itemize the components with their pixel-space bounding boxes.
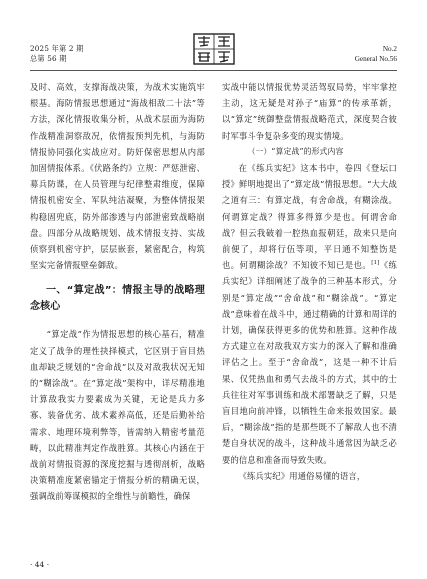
page-number: · 44 · [30, 560, 50, 569]
body-paragraph: 及时、高效，支撑海战决策，为战术实施筑牢根基。海防情报思想通过“海战相敌二十法”等方法，深化情报收集分析，从战术层面为海防作战精准洞察敌况，依情报预判先机，与海防情报协同强化实战应对。防奸保密思想从内部加固情报体系。《伏路条约》立规：严惩泄密、募兵防谍，在人员管理与纪律整肃维度，保障情报机密安全、军队纯洁凝聚，为整体情报架构稳固兜底，防外部渗透与内部泄密致战略崩盘。四部分从战略规划、战术情报支持、实战侦察到机密守护，层层嵌套，紧密配合，构筑坚实完备情报壁垒御敌。 [30, 82, 205, 271]
citation-marker: [1] [371, 260, 380, 267]
subsection-heading: （一）“算定战”的形式内容 [247, 146, 344, 156]
total-issue-cn: 总第 56 期 [30, 54, 67, 63]
paragraph-text: 《练兵实纪》详细阐述了战争的三种基本形式，分别是“算定战”“舍命战”和“糊涂战”。“算定战”意味着在战斗中，通过精确的计算和周详的计划，确保获得更多的优势和胜算。这种作战方式建立在对敌我双方实力的深入了解和准确评估之上。至于“舍命战”，这是一种不计后果、仅凭热血和勇气去战斗的方式，其中的士兵往往对军事训练和战术部署缺乏了解，只是盲目地向前冲锋，以牺牲生命来报效国家。最后，“糊涂战”指的是那些既不了解敌人也不清楚自身状况的战斗，这种战斗通常因为缺乏必要的信息和准备而导致失败。 [222, 260, 397, 465]
issue-info-cn [30, 44, 83, 64]
left-column [30, 79, 205, 505]
header-divider [30, 70, 397, 71]
issue-number-cn: 2025 年第 2 期 [30, 44, 84, 53]
section-heading: 一、“算定战”：情报主导的战略理念核心 [30, 285, 205, 313]
paragraph-text: 在《练兵实纪》这本书中，卷四《登坛口授》鲜明地提出了“算定战”情报思想。“大大战之道有三：有算定战，有舍命战，有糊涂战。何谓算定战？得算多得算少是也。何谓舍命战？但云我破着一腔热血报朝廷，敌来只是向前便了，却将行伍等项，平日通不知整饬是也。何谓糊涂战？不知彼不知已是也。 [222, 163, 397, 271]
body-paragraph: 实战中能以情报优势灵活驾驭局势，牢牢掌控主动，这无疑是对孙子“庙算”的传承革新，以“算定”统御整盘情报战略范式，深度契合彼时军事斗争复杂多变的现实情境。 [222, 82, 397, 141]
body-paragraph [222, 160, 397, 468]
body-paragraph: 《练兵实纪》用通俗易懂的语言， [238, 470, 366, 481]
right-column [222, 79, 397, 484]
journal-logo-icon [193, 33, 235, 65]
issue-info-en [355, 44, 397, 64]
body-paragraph: “算定战”作为情报思想的核心基石，精准定义了战争的理性抉择模式，它区别于盲目热血却缺乏规划的“舍命战”以及对敌我状况无知的“糊涂战”。在“算定战”架构中，详尽精准地计算敌我实力要素成为关键，无论是兵力多寡、装备优劣、战术素养高低，还是后勤补给需求、地理环境利弊等，皆需纳入精密考量范畴，以此精准判定作战胜算。其核心内涵在于战前对情报资源的深度挖掘与透彻剖析，战略决策精准度紧密锚定于情报分析的精确无误，强调战前筹谋模拟的全维性与前瞻性，确保 [30, 329, 205, 502]
total-issue-en: General No.56 [354, 55, 397, 63]
issue-number-en: No.2 [382, 45, 397, 53]
